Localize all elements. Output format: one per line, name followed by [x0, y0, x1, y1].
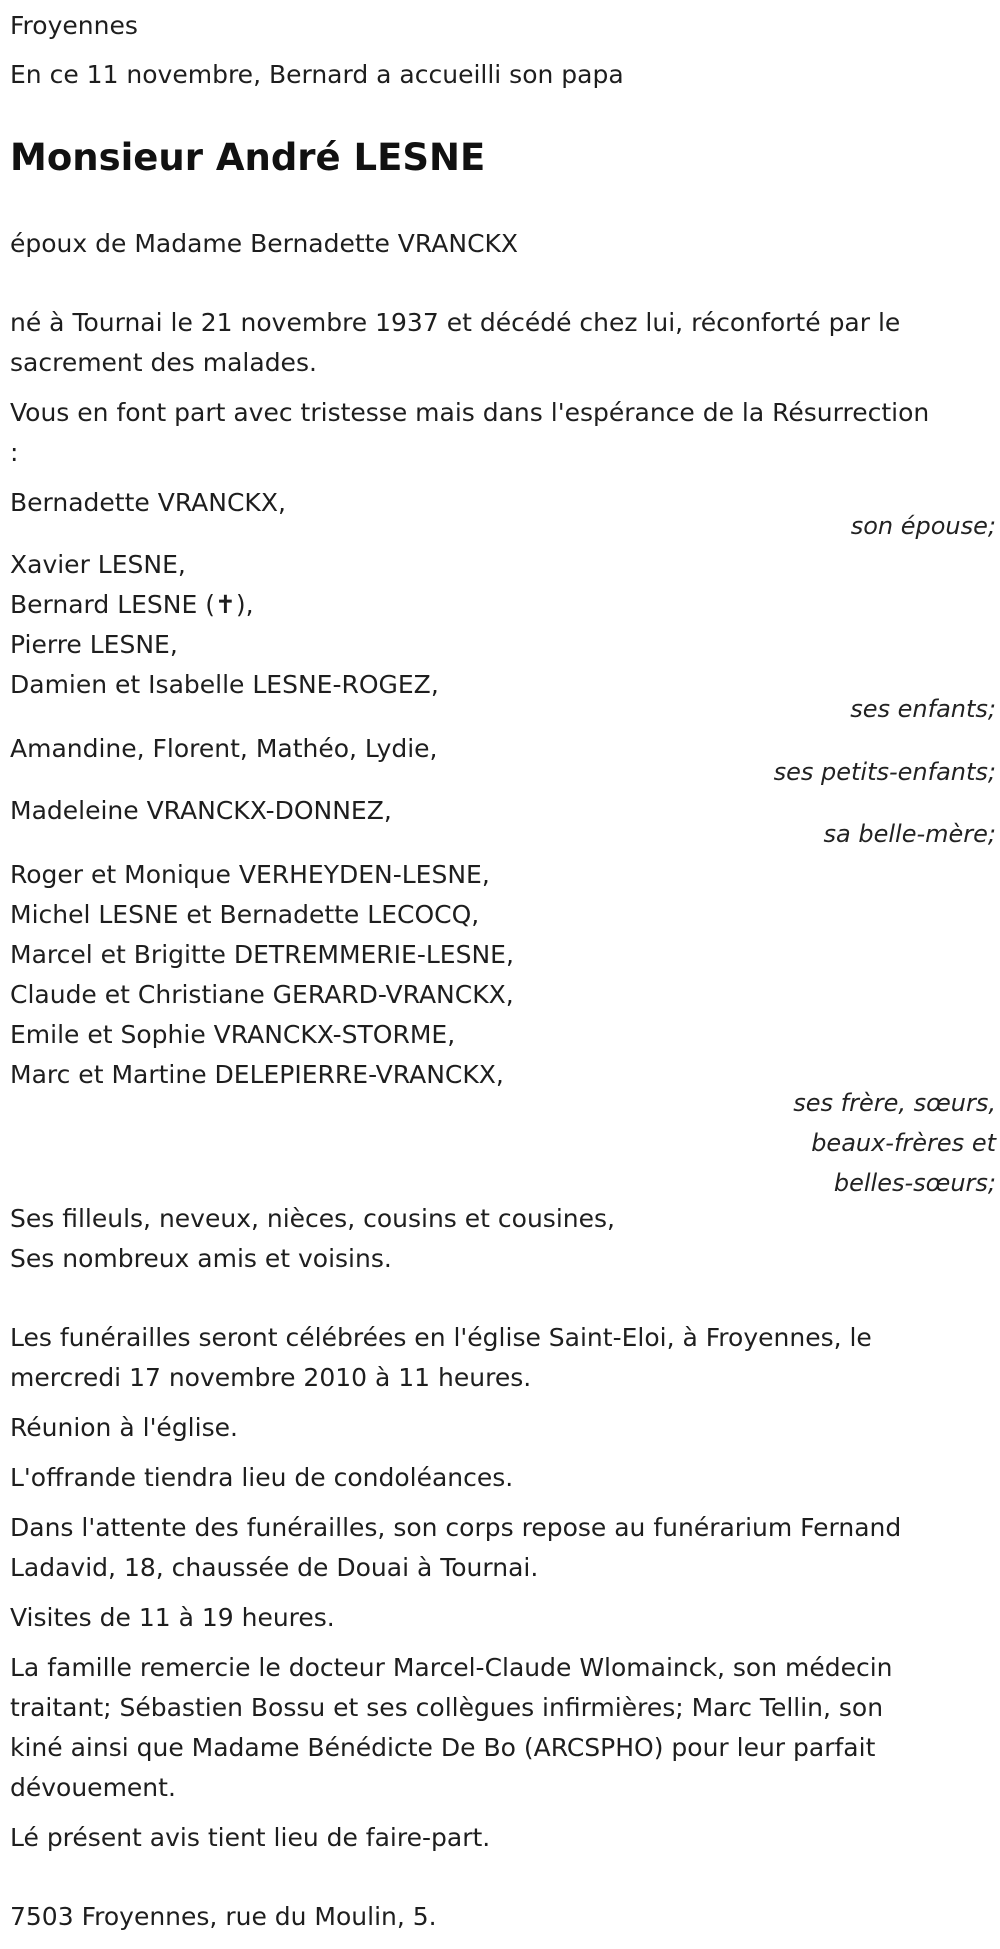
birth-line-2: sacrement des malades.	[10, 348, 317, 377]
spouse-line: époux de Madame Bernadette VRANCKX	[10, 229, 519, 258]
sibling-3: Marcel et Brigitte DETREMMERIE-LESNE,	[10, 940, 514, 969]
announcement-line-2: :	[10, 438, 19, 467]
sibling-4: Claude et Christiane GERARD-VRANCKX,	[10, 980, 514, 1009]
sibling-1: Roger et Monique VERHEYDEN-LESNE,	[10, 860, 490, 889]
siblings-role-2: beaux-frères et	[811, 1129, 996, 1157]
meeting-line: Réunion à l'église.	[10, 1413, 238, 1442]
rest-line-1: Dans l'attente des funérailles, son corps repose au funérarium Fernand	[10, 1513, 902, 1542]
birth-line-1: né à Tournai le 21 novembre 1937 et décédé chez lui, réconforté par le	[10, 308, 901, 337]
ceremony-line-2: mercredi 17 novembre 2010 à 11 heures.	[10, 1363, 532, 1392]
siblings-role-3: belles-sœurs;	[833, 1169, 996, 1197]
address-line: 7503 Froyennes, rue du Moulin, 5.	[10, 1902, 437, 1931]
notice-line: Lé présent avis tient lieu de faire-part.	[10, 1823, 491, 1852]
mother-in-law-role: sa belle-mère;	[823, 820, 996, 848]
thanks-line-2: traitant; Sébastien Bossu et ses collègues infirmières; Marc Tellin, son	[10, 1693, 884, 1722]
sibling-2: Michel LESNE et Bernadette LECOCQ,	[10, 900, 480, 929]
place-heading: Froyennes	[10, 11, 138, 40]
child-2: Bernard LESNE (✝),	[10, 590, 254, 619]
ceremony-line-1: Les funérailles seront célébrées en l'église Saint-Eloi, à Froyennes, le	[10, 1323, 872, 1352]
thanks-line-4: dévouement.	[10, 1773, 176, 1802]
mother-in-law: Madeleine VRANCKX-DONNEZ,	[10, 796, 392, 825]
deceased-name: Monsieur André LESNE	[10, 136, 486, 179]
intro-line: En ce 11 novembre, Bernard a accueilli son papa	[10, 60, 624, 89]
offering-line: L'offrande tiendra lieu de condoléances.	[10, 1463, 514, 1492]
thanks-line-3: kiné ainsi que Madame Bénédicte De Bo (ARCSPHO) pour leur parfait	[10, 1733, 876, 1762]
grandchildren: Amandine, Florent, Mathéo, Lydie,	[10, 734, 438, 763]
sibling-5: Emile et Sophie VRANCKX-STORME,	[10, 1020, 456, 1049]
spouse-role: son épouse;	[850, 512, 996, 540]
child-1: Xavier LESNE,	[10, 550, 186, 579]
others-line-1: Ses filleuls, neveux, nièces, cousins et cousines,	[10, 1204, 615, 1233]
child-3: Pierre LESNE,	[10, 630, 178, 659]
child-4: Damien et Isabelle LESNE-ROGEZ,	[10, 670, 439, 699]
grandchildren-role: ses petits-enfants;	[773, 758, 996, 786]
visits-line: Visites de 11 à 19 heures.	[10, 1603, 335, 1632]
thanks-line-1: La famille remercie le docteur Marcel-Claude Wlomainck, son médecin	[10, 1653, 893, 1682]
children-role: ses enfants;	[850, 695, 996, 723]
rest-line-2: Ladavid, 18, chaussée de Douai à Tournai.	[10, 1553, 539, 1582]
sibling-6: Marc et Martine DELEPIERRE-VRANCKX,	[10, 1060, 504, 1089]
announcement-line-1: Vous en font part avec tristesse mais dans l'espérance de la Résurrection	[10, 398, 930, 427]
family-spouse: Bernadette VRANCKX,	[10, 488, 286, 517]
others-line-2: Ses nombreux amis et voisins.	[10, 1244, 392, 1273]
siblings-role-1: ses frère, sœurs,	[793, 1089, 996, 1117]
